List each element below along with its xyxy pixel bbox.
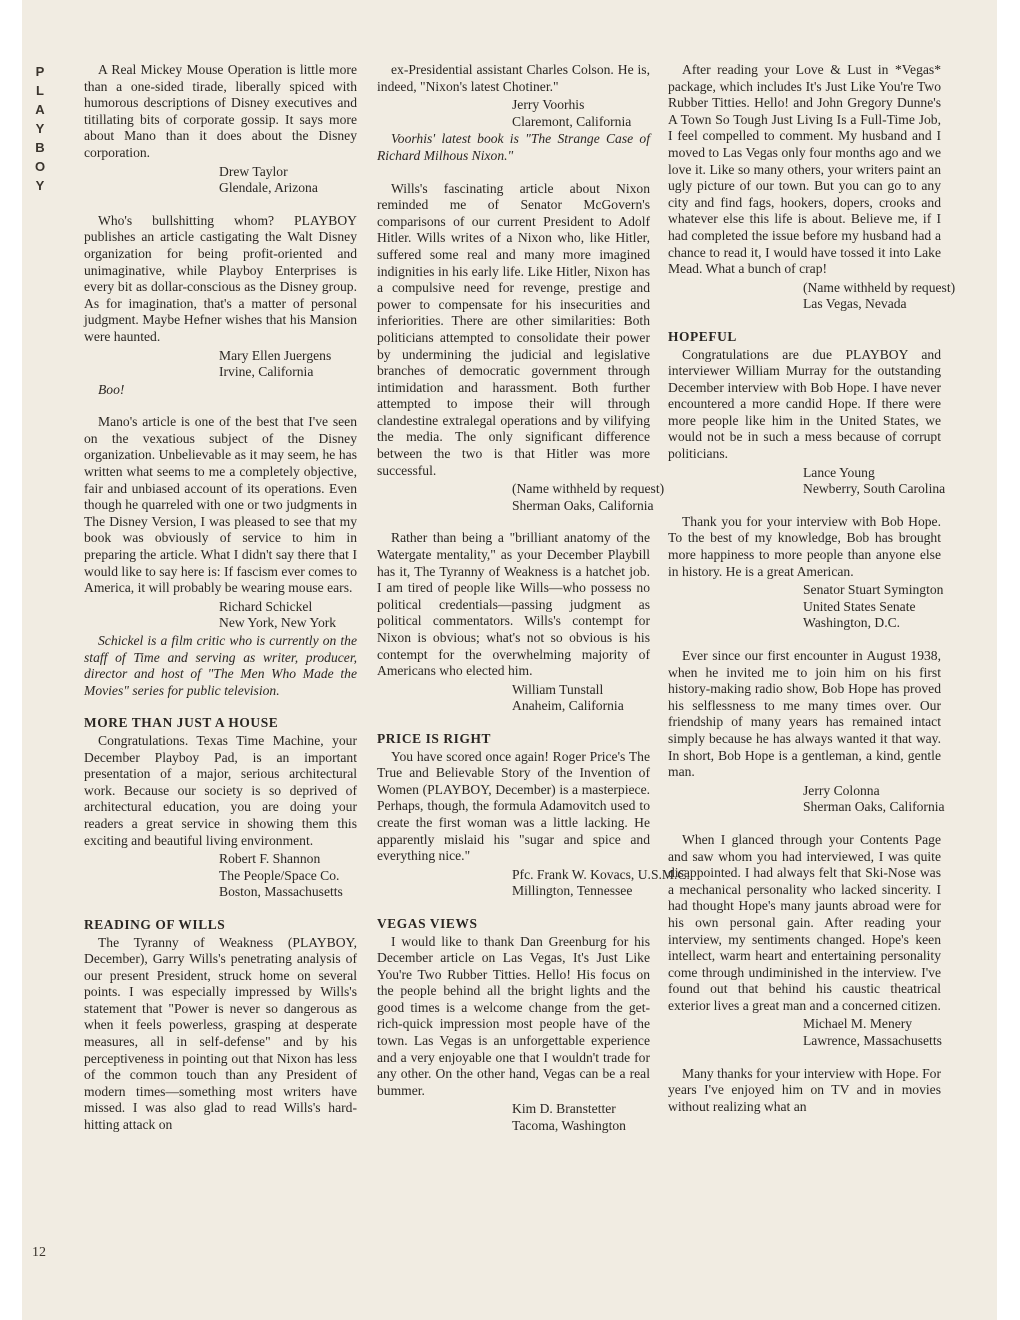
letter-paragraph: A Real Mickey Mouse Operation is little more than a one-sided tirade, liberally spiced with humorous descriptions of Disney executives and titillating bits of corporate gossip. It says more about Mano than it does about the Disney corporation.: [84, 62, 357, 160]
signature-name: Lance Young: [803, 464, 875, 480]
column-3: [668, 62, 956, 1115]
section-heading: HOPEFUL: [668, 328, 737, 344]
letter: [377, 180, 665, 515]
editor-note: Schickel is a film critic who is currently on the staff of Time and serving as writer, producer, director and host of "The Men Who Made the Movies" series for public television.: [84, 633, 357, 698]
letter-signature: [219, 599, 357, 632]
letter: [377, 62, 650, 165]
letter: [668, 832, 941, 1050]
signature-name: Kim D. Branstetter: [512, 1101, 616, 1117]
signature-location: United States Senate: [803, 598, 916, 614]
letter: [84, 733, 357, 901]
column-2: [377, 62, 690, 1151]
signature-location: Washington, D.C.: [803, 615, 901, 631]
letter-paragraph: Congratulations are due PLAYBOY and interviewer William Murray for the outstanding December interview with Bob Hope. I have never encountered a more candid Hope. If there were more people like him in the United States, we would not be in such a mess because of corrupt politicians.: [668, 346, 941, 462]
masthead-letter: P: [35, 64, 45, 79]
letter-paragraph: Thank you for your interview with Bob Hope. To the best of my knowledge, Bob has brought more happiness to more people than anyone else in history. He is a great American.: [668, 513, 941, 579]
masthead-letter: B: [35, 140, 45, 155]
masthead-letter: L: [36, 83, 44, 98]
signature-name: Robert F. Shannon: [219, 851, 321, 867]
signature-name: Richard Schickel: [219, 598, 313, 614]
editor-note: Voorhis' latest book is "The Strange Case of Richard Milhous Nixon.": [377, 131, 650, 163]
letter-paragraph: The Tyranny of Weakness (PLAYBOY, December), Garry Wills's penetrating analysis of our present President, struck home on several points. I was especially impressed by Wills's statement that "Power is never so dangerous as when it feels powerless, grasping at desperate measures, all in self-defense" and by his perceptiveness in pointing out that Nixon has less of the common touch than any President of modern times—something most writers have missed. I was also glad to read Wills's hard-hitting attack on: [84, 934, 357, 1133]
letter-signature: [512, 682, 650, 715]
signature-location: Anaheim, California: [512, 698, 624, 714]
letter: [668, 346, 946, 498]
letter-paragraph: Wills's fascinating article about Nixon reminded me of Senator McGovern's comparisons of our current President to Adolf Hitler. Wills writes of a Nixon who, like Hitler, suffered some real and many more imagined indignities in his early life. Like Hitler, Nixon has a compulsive need for revenge, prestige and power to compensate for his insecurities and inferiorities. There are other similarities: Both politicians attempted to consolidate their power by undermining the judicial and legislative branches of democratic government through intimidation and harassment. Both further attempted to impose their will through clandestine extralegal operations and by vilifying the media. The only significant difference between the two is that Hitler was more successful.: [377, 180, 650, 478]
masthead-letter: A: [35, 102, 45, 117]
letter-signature: [803, 582, 944, 632]
section-heading: READING OF WILLS: [84, 916, 226, 932]
signature-location: Tacoma, Washington: [512, 1118, 626, 1134]
signature-location: Glendale, Arizona: [219, 180, 318, 196]
letter: [377, 934, 650, 1135]
letter-signature: [512, 97, 650, 130]
letter-paragraph: Mano's article is one of the best that I've seen on the vexatious subject of the Disney organization. Unbelievable as it may seem, he has written what seems to me a completely objective, fair and unbiased account of its operations. Even though he quarreled with one or two judgments in The Disney Version, I was pleased to see that my book was obviously of service to him in preparing the article. What I didn't say there that I would like to say here is: If fascism ever comes to America, it will probably be wearing mouse ears.: [84, 414, 357, 596]
page-number: 12: [32, 1245, 46, 1260]
side-masthead: [30, 62, 50, 195]
section-heading: PRICE IS RIGHT: [377, 730, 492, 746]
signature-name: Senator Stuart Symington: [803, 582, 944, 598]
signature-location: Claremont, California: [512, 113, 632, 129]
letter: [668, 62, 956, 313]
letter-signature: [512, 481, 665, 514]
signature-name: Jerry Voorhis: [512, 97, 585, 113]
masthead-letter: Y: [35, 178, 45, 193]
letter-signature: [803, 464, 946, 498]
editor-note: Boo!: [98, 381, 125, 397]
letter-paragraph: You have scored once again! Roger Price's The True and Believable Story of the Invention of Women (PLAYBOY, December) is a masterpiece. Perhaps, though, the formula Adamovitch used to create the first woman was a little lacking. He apparently mislaid his "sugar and spice and everything nice.": [377, 748, 650, 864]
signature-location: Irvine, California: [219, 364, 314, 380]
signature-location: Newberry, South Carolina: [803, 481, 946, 497]
letter: [84, 62, 357, 197]
letter: [668, 513, 944, 632]
section-heading: VEGAS VIEWS: [377, 915, 478, 931]
signature-name: (Name withheld by request): [803, 279, 956, 295]
column-1: [84, 62, 357, 1134]
letter-signature: [219, 348, 357, 381]
signature-location: Lawrence, Massachusetts: [803, 1033, 942, 1049]
signature-location: Millington, Tennessee: [512, 883, 633, 899]
signature-location: Boston, Massachusetts: [219, 884, 343, 900]
letter-paragraph: Ever since our first encounter in August 1938, when he invited me to join him on his first history-making radio show, Bob Hope has proved his selflessness to me many times over. Our friendship of many years has remained intact simply because he has always wanted it that way. In short, Bob Hope is a gentleman, a kind, gentle man.: [668, 648, 941, 780]
letter-signature: [803, 279, 956, 313]
signature-name: Drew Taylor: [219, 163, 288, 179]
signature-location: Las Vegas, Nevada: [803, 296, 907, 312]
letter-signature: [512, 1101, 650, 1134]
letter: [668, 1066, 941, 1116]
letter-signature: [219, 164, 357, 197]
signature-name: Michael M. Menery: [803, 1016, 913, 1032]
signature-location: Sherman Oaks, California: [512, 497, 654, 513]
letter-paragraph: I would like to thank Dan Greenburg for his December article on Las Vegas, It's Just Like You're Two Rubber Titties. Hello! His focus on the people behind all the bright lights and the good times is a welcome change from the get-rich-quick impression most people have of the town. Las Vegas is an unforgettable experience and a very enjoyable one that I wouldn't trade for any other. On the other hand, Vegas can be a real bummer.: [377, 933, 650, 1098]
section-heading: MORE THAN JUST A HOUSE: [84, 715, 279, 731]
signature-name: Mary Ellen Juergens: [219, 347, 332, 363]
letter: [84, 414, 357, 699]
letter-signature: [803, 1016, 941, 1049]
letter-paragraph: ex-Presidential assistant Charles Colson. He is, indeed, "Nixon's latest Chotiner.": [377, 62, 650, 94]
signature-location: The People/Space Co.: [219, 867, 340, 883]
signature-name: William Tunstall: [512, 681, 604, 697]
letter-paragraph: Congratulations. Texas Time Machine, your December Playboy Pad, is an important presentation of a major, serious architectural work. Because our society is so deprived of architectural education, you are doing your readers a great service in showing them this exciting and beautiful living environment.: [84, 732, 357, 848]
signature-name: Pfc. Frank W. Kovacs, U.S.M.C.: [512, 866, 690, 882]
letter-signature: [219, 851, 357, 901]
letter-signature: [512, 866, 690, 900]
letter: [668, 648, 945, 816]
masthead-letter: Y: [35, 121, 45, 136]
letter-paragraph: When I glanced through your Contents Page and saw whom you had interviewed, I was quite disappointed. I had always felt that Ski-Nose was a mechanical personality who lacked sincerity. I had thought Hope's many jaunts abroad were for his own personal gain. After reading your interview, my sentiments changed. Hope's keen intellect, warm heart and entertaining personality come through undiminished in the interview. I've found out that behind his caustic theatrical exterior lives a great man and a concerned citizen.: [668, 831, 941, 1013]
signature-name: Jerry Colonna: [803, 782, 880, 798]
letter-paragraph: After reading your Love & Lust in *Vegas* package, which includes It's Just Like You're Two Rubber Titties. Hello! and John Gregory Dunne's A Town So Tough Just Living Is a Full-Time Job, I feel compelled to comment. My husband and I moved to Las Vegas only four months ago and we love it. Like so many others, your writers paint an ugly picture of our town. But you can go to any city and find fags, hookers, dopers, crooks and whatever else this life is about. Believe me, if I had completed the issue before my husband had a chance to read it, I would have tossed it into Lake Mead. What a bunch of crap!: [668, 62, 941, 277]
signature-location: New York, New York: [219, 615, 337, 631]
letter: [377, 748, 690, 900]
letter-paragraph: Many thanks for your interview with Hope. For years I've enjoyed him on TV and in movies without realizing what an: [668, 1065, 941, 1114]
letter: [84, 935, 357, 1134]
letter-signature: [803, 782, 945, 816]
masthead-letter: O: [34, 159, 46, 174]
signature-location: Sherman Oaks, California: [803, 799, 945, 815]
letter: [84, 213, 357, 399]
letter: [377, 530, 650, 715]
letter-paragraph: Who's bullshitting whom? PLAYBOY publishes an article castigating the Walt Disney organization for being profit-oriented and unimaginative, while Playboy Enterprises is every bit as dollar-conscious as the Disney group. As for imagination, that's a matter of personal judgment. Maybe Hefner wishes that his Mansion were haunted.: [84, 212, 357, 344]
signature-name: (Name withheld by request): [512, 481, 665, 497]
letter-paragraph: Rather than being a "brilliant anatomy of the Watergate mentality," as your December Playbill has it, The Tyranny of Weakness is a hatchet job. I am tired of people like Wills—who possess no political credentials—passing judgment as political commentators. Wills's contempt for Nixon is obvious; what's not so obvious is his contempt for the overwhelming majority of Americans who elected him.: [377, 530, 650, 679]
